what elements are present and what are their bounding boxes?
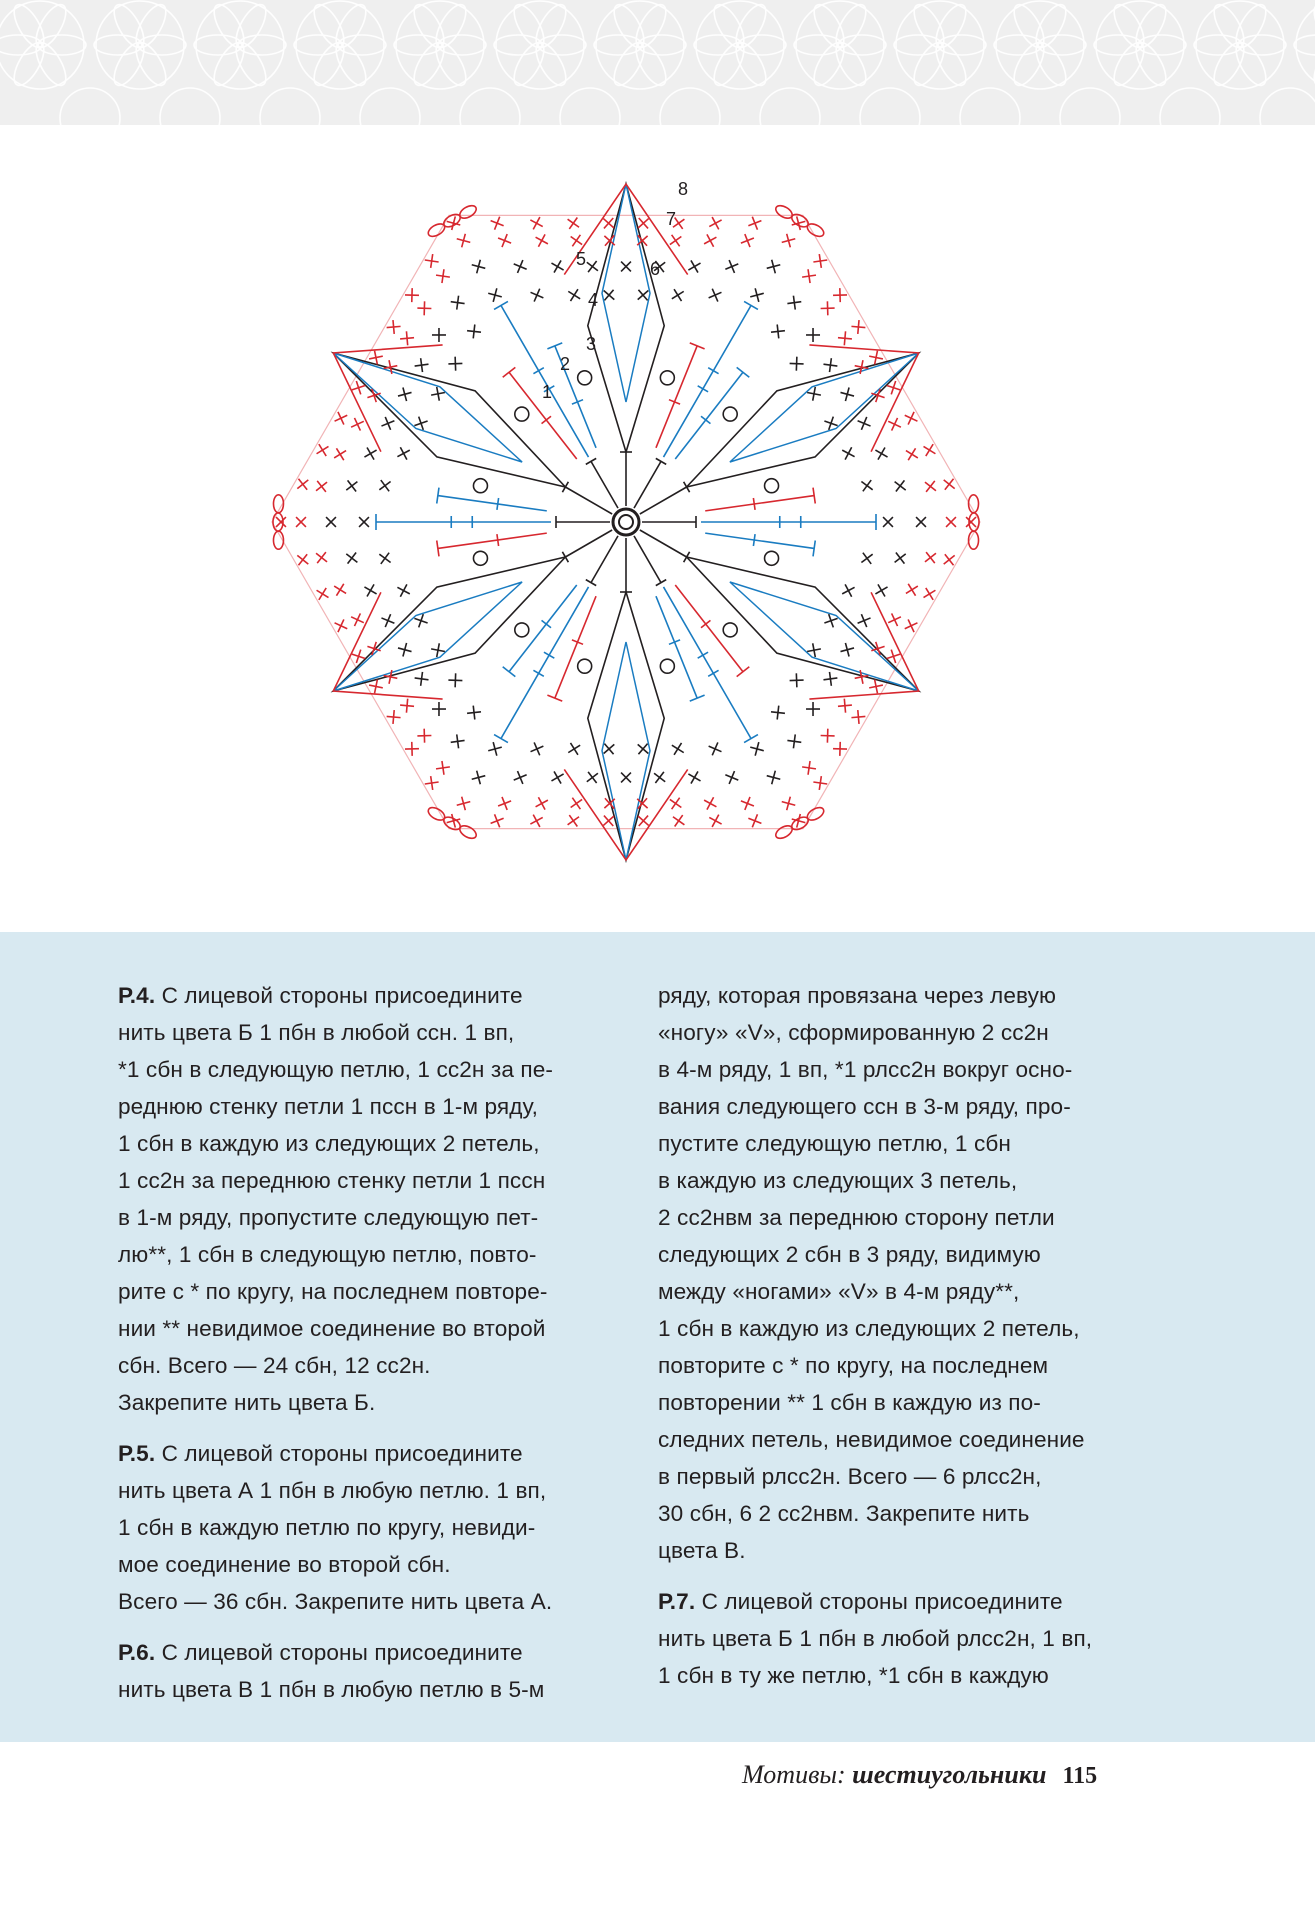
text-line: рите с * по кругу, на последнем повторе- <box>118 1279 548 1304</box>
text-line: мое соединение во второй сбн. <box>118 1552 451 1577</box>
text-line: Р.4. С лицевой стороны присоедините <box>118 983 523 1008</box>
text-line: нить цвета Б 1 пбн в любой рлсс2н, 1 вп, <box>658 1626 1093 1651</box>
text-line: 1 сс2н за переднюю стенку петли 1 пссн <box>118 1168 546 1193</box>
page-footer <box>742 1760 1162 1800</box>
crochet-chart-svg <box>230 170 1040 870</box>
row-number: 7 <box>666 209 677 229</box>
text-line: Р.7. С лицевой стороны присоедините <box>658 1589 1063 1614</box>
row-number: 8 <box>678 179 689 199</box>
text-line: повторении ** 1 сбн в каждую из по- <box>658 1390 1041 1415</box>
row-number: 2 <box>560 354 571 374</box>
page-number: 115 <box>1062 1763 1098 1789</box>
post-stitches <box>376 301 876 742</box>
row-6-instructions <box>118 1634 618 1708</box>
text-line: *1 сбн в следующую петлю, 1 сс2н за пе- <box>118 1057 554 1082</box>
text-line: в первый рлсс2н. Всего — 6 рлсс2н, <box>658 1464 1042 1489</box>
instructions-column-right <box>658 977 1158 1708</box>
text-line: Всего — 36 сбн. Закрепите нить цвета А. <box>118 1589 553 1614</box>
row-7-label: Р.7. <box>658 1589 696 1614</box>
text-line: Р.6. С лицевой стороны присоедините <box>118 1640 523 1665</box>
text-line: между «ногами» «V» в 4-м ряду**, <box>658 1279 1020 1304</box>
section-title: Мотивы: <box>742 1760 853 1789</box>
text-line: повторите с * по кругу, на последнем <box>658 1353 1049 1378</box>
row-number: 6 <box>650 259 661 279</box>
text-line: 1 сбн в каждую из следующих 2 петель, <box>658 1316 1080 1341</box>
text-line: следних петель, невидимое соединение <box>658 1427 1085 1452</box>
text-line: в каждую из следующих 3 петель, <box>658 1168 1018 1193</box>
row-number: 5 <box>576 249 587 269</box>
magic-ring <box>613 509 639 535</box>
row-7-instructions <box>658 1583 1158 1694</box>
row-4-label: Р.4. <box>118 983 156 1008</box>
crochet-chart <box>230 170 1040 870</box>
text-line: 30 сбн, 6 2 сс2нвм. Закрепите нить <box>658 1501 1030 1526</box>
text-line: следующих 2 сбн в 3 ряду, видимую <box>658 1242 1041 1267</box>
text-line: в 4-м ряду, 1 вп, *1 рлсс2н вокруг осно- <box>658 1057 1073 1082</box>
text-line: 1 сбн в каждую из следующих 2 петель, <box>118 1131 540 1156</box>
row-number: 1 <box>542 382 553 402</box>
row-6-instructions-continued <box>658 977 1158 1569</box>
row-number: 3 <box>586 334 597 354</box>
text-line: Р.5. С лицевой стороны присоедините <box>118 1441 523 1466</box>
text-line: вания следующего ссн в 3-м ряду, про- <box>658 1094 1071 1119</box>
text-line: 1 сбн в каждую петлю по кругу, невиди- <box>118 1515 536 1540</box>
text-line: нить цвета А 1 пбн в любую петлю. 1 вп, <box>118 1478 547 1503</box>
text-line: 1 сбн в ту же петлю, *1 сбн в каждую <box>658 1663 1049 1688</box>
text-line: лю**, 1 сбн в следующую петлю, повто- <box>118 1242 537 1267</box>
text-line: пустите следующую петлю, 1 сбн <box>658 1131 1011 1156</box>
text-line: Закрепите нить цвета Б. <box>118 1390 376 1415</box>
text-line: нить цвета В 1 пбн в любую петлю в 5-м <box>118 1677 545 1702</box>
text-line: сбн. Всего — 24 сбн, 12 сс2н. <box>118 1353 431 1378</box>
row-number-labels <box>542 179 688 402</box>
header-lace-band <box>0 0 1315 125</box>
text-line: 2 сс2нвм за переднюю сторону петли <box>658 1205 1055 1230</box>
row-5-label: Р.5. <box>118 1441 156 1466</box>
lace-pattern <box>0 0 1315 125</box>
text-line: «ногу» «V», сформированную 2 сс2н <box>658 1020 1049 1045</box>
row-6-label: Р.6. <box>118 1640 156 1665</box>
text-line: ряду, которая провязана через левую <box>658 983 1057 1008</box>
text-line: нии ** невидимое соединение во второй <box>118 1316 546 1341</box>
center-spokes <box>556 452 696 592</box>
instructions-panel <box>0 932 1315 1742</box>
text-line: нить цвета Б 1 пбн в любой ссн. 1 вп, <box>118 1020 515 1045</box>
text-line: в 1-м ряду, пропустите следующую пет- <box>118 1205 539 1230</box>
instructions-column-left <box>118 977 618 1722</box>
row-number: 4 <box>588 290 599 310</box>
row-5-instructions <box>118 1435 618 1620</box>
chapter-title: шестиугольники <box>852 1760 1047 1789</box>
text-line: реднюю стенку петли 1 пссн в 1-м ряду, <box>118 1094 539 1119</box>
text-line: цвета В. <box>658 1538 746 1563</box>
row-4-instructions <box>118 977 618 1421</box>
